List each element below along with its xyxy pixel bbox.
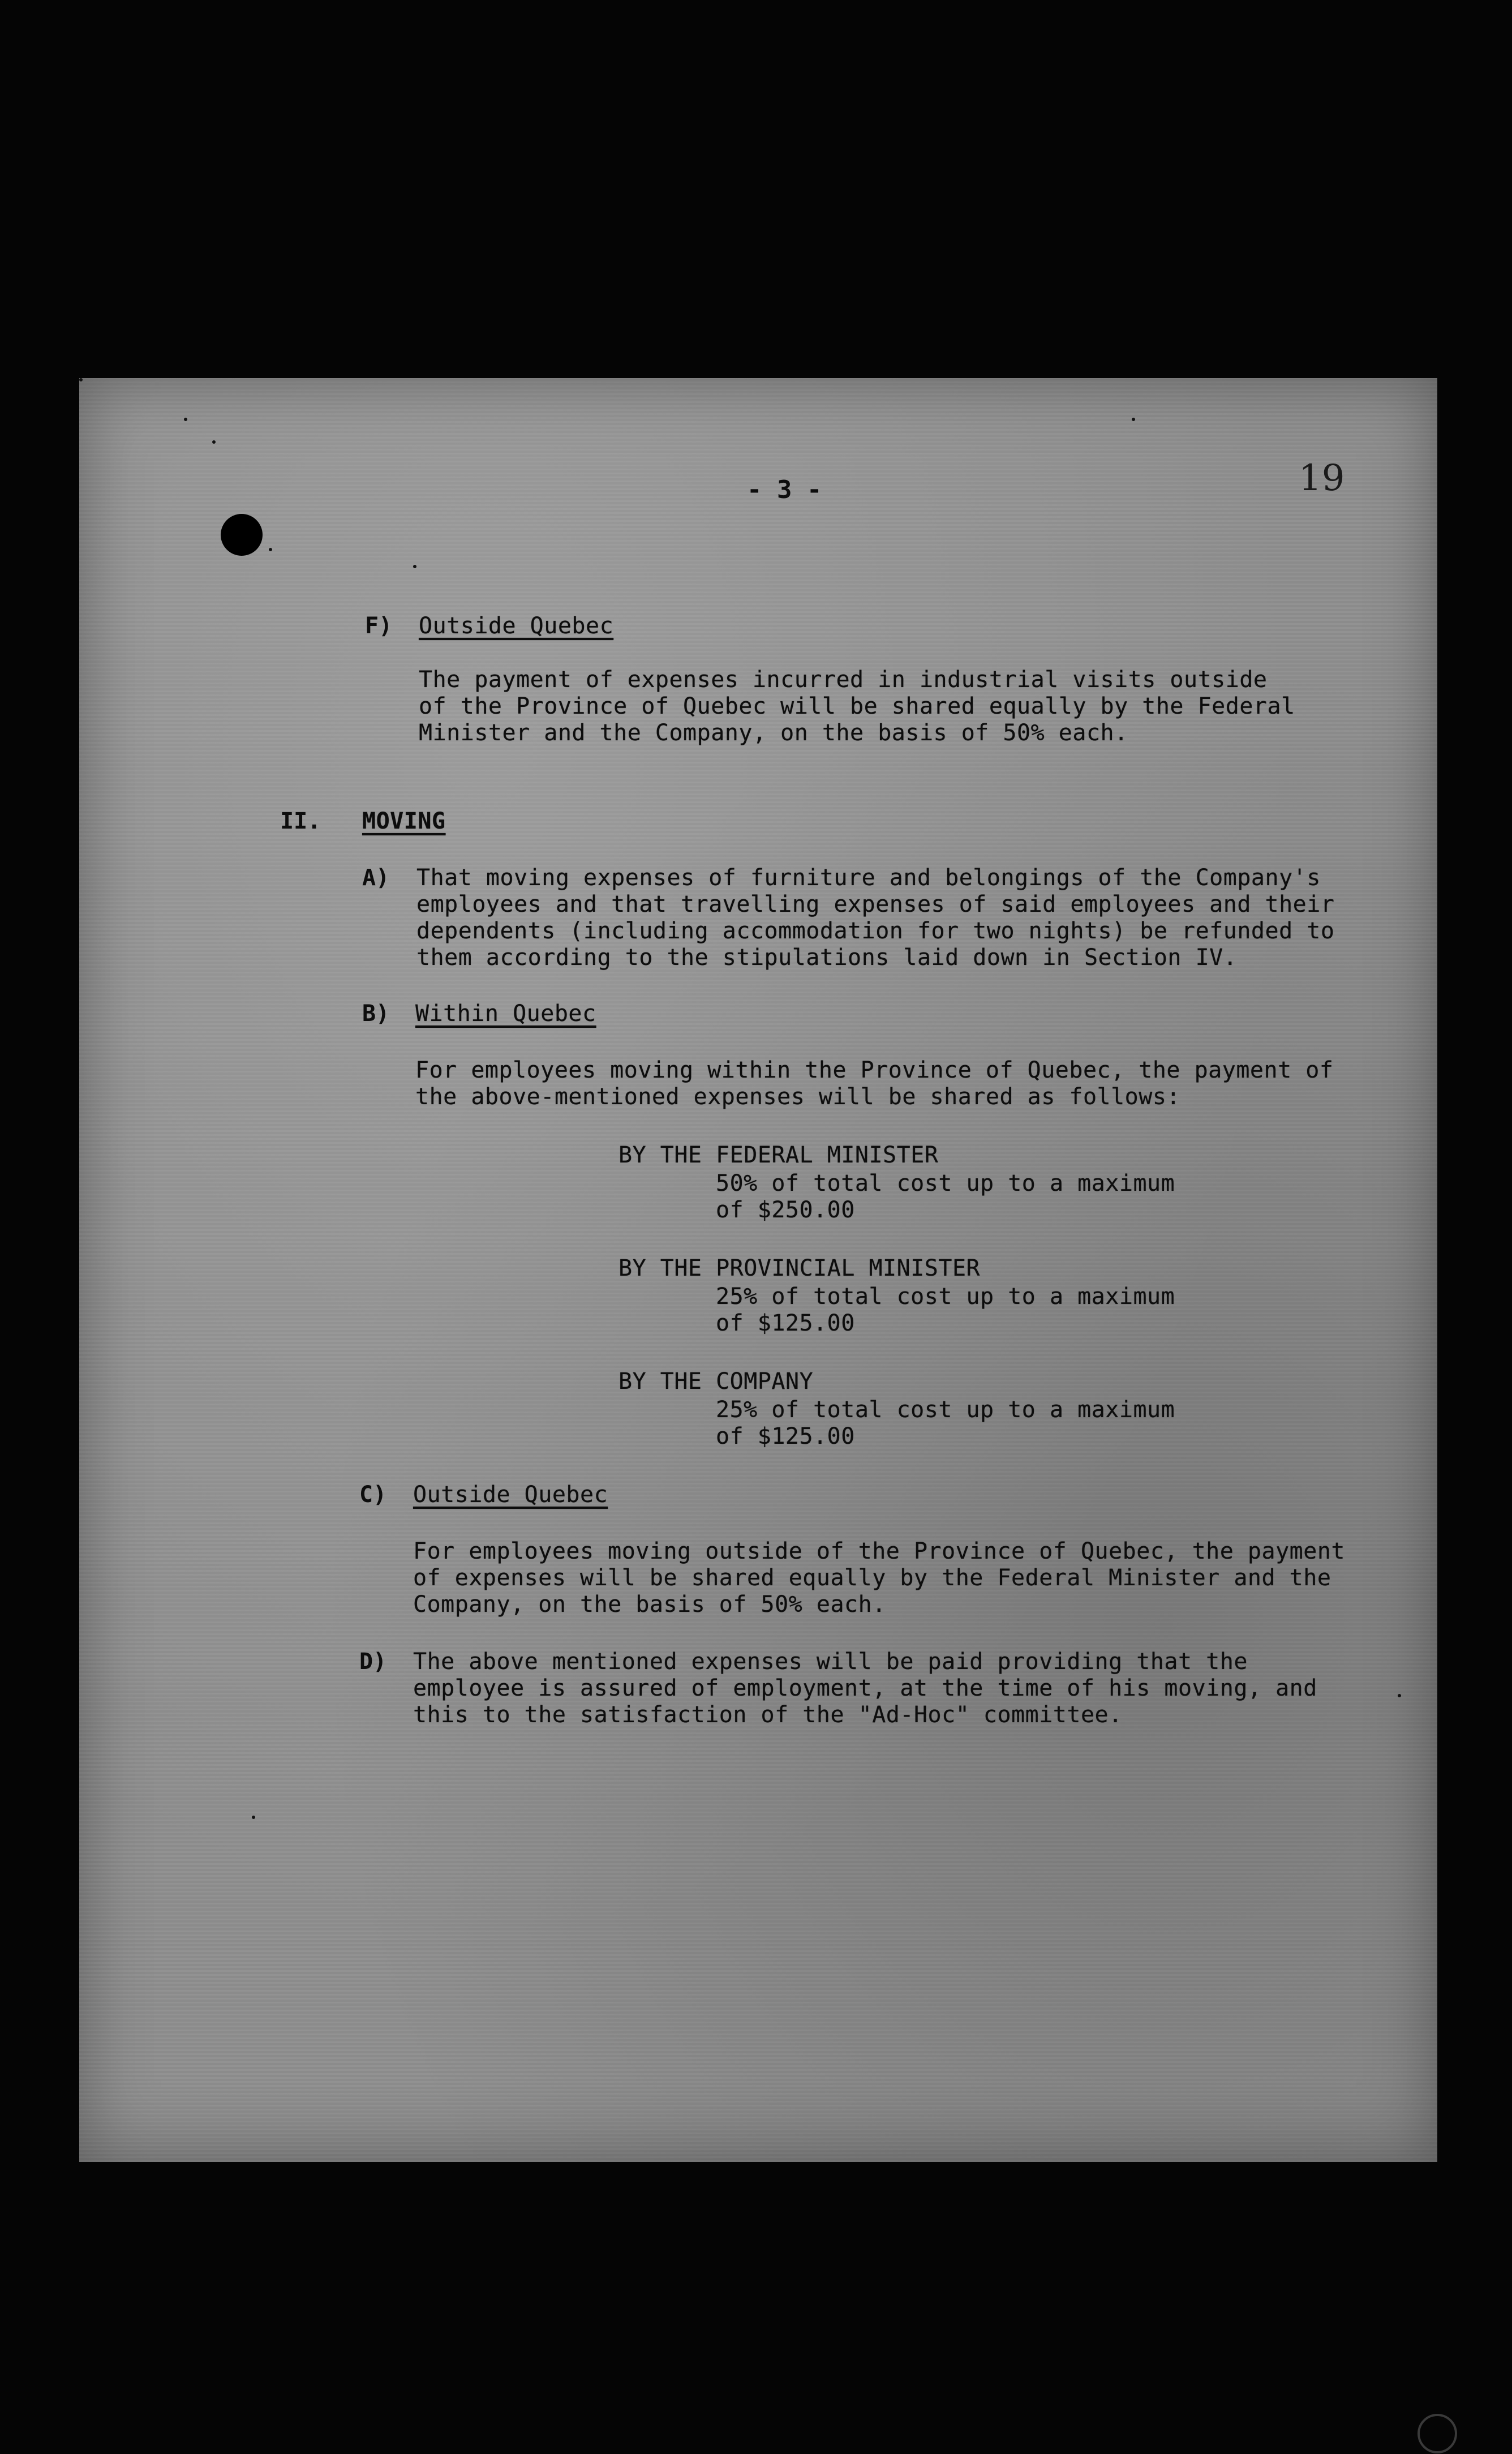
- section-a-line: them according to the stipulations laid down in Section IV.: [416, 945, 1238, 971]
- archive-stamp-icon: [1418, 2414, 1457, 2453]
- dust-speck: [413, 565, 416, 568]
- section-f-heading: Outside Quebec: [419, 613, 614, 639]
- section-c-line: of expenses will be shared equally by the Federal Minister and the: [413, 1565, 1331, 1591]
- section-d-label: D): [359, 1649, 387, 1675]
- share-terms: 25% of total cost up to a maximum: [716, 1397, 1175, 1423]
- section-b-line: the above-mentioned expenses will be shared as follows:: [415, 1084, 1181, 1110]
- section-d-line: employee is assured of employment, at the time of his moving, and: [413, 1675, 1317, 1701]
- section-f-label: F): [365, 613, 393, 639]
- dust-speck: [212, 440, 216, 444]
- section-c-label: C): [359, 1482, 387, 1508]
- document-page: [79, 378, 1437, 2162]
- section-c-heading: Outside Quebec: [413, 1482, 608, 1508]
- section-b-label: B): [362, 1001, 390, 1027]
- section-ii-label: II.: [280, 808, 321, 834]
- punch-hole: [221, 514, 263, 556]
- dust-speck: [184, 418, 187, 421]
- section-f-line: Minister and the Company, on the basis of 50% each.: [419, 720, 1128, 746]
- page-number: - 3 -: [747, 475, 822, 504]
- dust-speck: [1398, 1694, 1401, 1697]
- section-f-line: The payment of expenses incurred in industrial visits outside: [419, 667, 1268, 693]
- section-d-line: this to the satisfaction of the "Ad-Hoc" committee.: [413, 1702, 1123, 1728]
- section-b-heading: Within Quebec: [415, 1001, 596, 1027]
- dust-speck: [1132, 418, 1135, 421]
- section-f-line: of the Province of Quebec will be shared equally by the Federal: [419, 693, 1295, 719]
- section-a-line: That moving expenses of furniture and belongings of the Company's: [416, 865, 1321, 891]
- share-maximum: of $250.00: [716, 1197, 855, 1223]
- share-payer: BY THE FEDERAL MINISTER: [618, 1142, 939, 1168]
- section-a-line: dependents (including accommodation for two nights) be refunded to: [416, 918, 1335, 944]
- share-terms: 25% of total cost up to a maximum: [716, 1284, 1175, 1310]
- share-payer: BY THE COMPANY: [618, 1368, 814, 1395]
- share-maximum: of $125.00: [716, 1423, 855, 1449]
- section-c-line: Company, on the basis of 50% each.: [413, 1591, 886, 1618]
- section-b-line: For employees moving within the Province of Quebec, the payment of: [415, 1057, 1334, 1083]
- share-maximum: of $125.00: [716, 1310, 855, 1336]
- section-a-label: A): [362, 865, 390, 891]
- share-terms: 50% of total cost up to a maximum: [716, 1170, 1175, 1196]
- dust-speck: [252, 1816, 255, 1819]
- dust-speck: [269, 548, 272, 551]
- share-payer: BY THE PROVINCIAL MINISTER: [618, 1255, 981, 1281]
- section-d-line: The above mentioned expenses will be paid providing that the: [413, 1649, 1248, 1675]
- section-ii-heading: MOVING: [362, 808, 446, 834]
- section-c-line: For employees moving outside of the Province of Quebec, the payment: [413, 1538, 1345, 1564]
- sheet-number: 19: [1299, 457, 1345, 499]
- dust-speck: [79, 378, 83, 381]
- section-a-line: employees and that travelling expenses of said employees and their: [416, 891, 1335, 917]
